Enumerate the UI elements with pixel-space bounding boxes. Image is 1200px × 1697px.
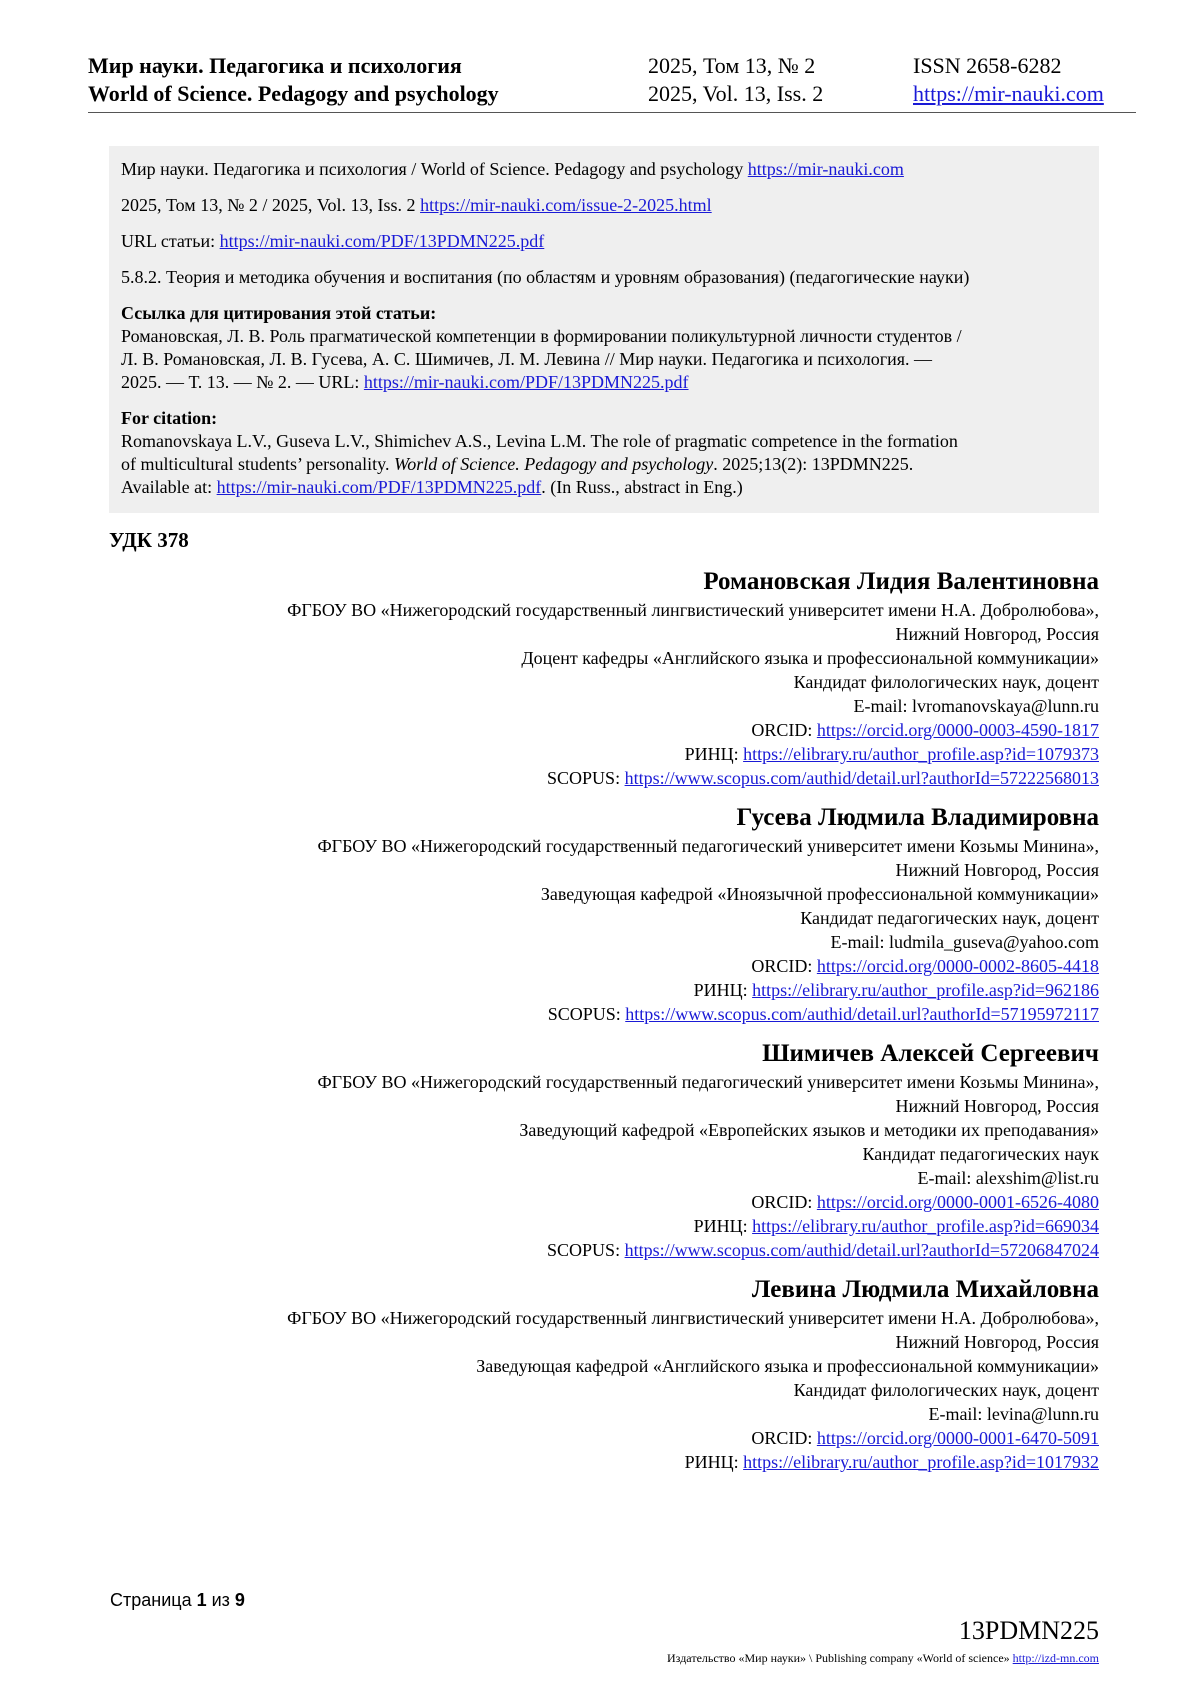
article-pdf-link[interactable]: https://mir-nauki.com/PDF/13PDMN225.pdf [219, 231, 545, 251]
citation-en: For citation: Romanovskaya L.V., Guseva L.V., Shimichev A.S., Levina L.M. The role of pragmatic competence in the formation of multicultural students’ personality. World of Science. Pedagogy and psychology. 2025;13(2): 13PDMN225. Available at: https://mir-nauki.com/PDF/13PDMN225.pdf. (In Russ., abstract in Eng.) [121, 408, 958, 497]
citation-en-heading: For citation: [121, 408, 218, 428]
citation-en-journal: World of Science. Pedagogy and psychology [393, 454, 714, 474]
rinc-link[interactable]: https://elibrary.ru/author_profile.asp?id=1017932 [743, 1452, 1099, 1472]
article-code: 13PDMN225 [958, 1616, 1099, 1645]
citation-ru-link[interactable]: https://mir-nauki.com/PDF/13PDMN225.pdf [363, 372, 689, 392]
total-pages: 9 [234, 1590, 245, 1610]
page-number: Страница 1 из 9 [110, 1590, 245, 1610]
rinc-link[interactable]: https://elibrary.ru/author_profile.asp?id=1079373 [743, 744, 1099, 764]
author-name: Романовская Лидия Валентиновна [703, 568, 1099, 595]
author-org: ФГБОУ ВО «Нижегородский государственный педагогический университет имени Козьмы Минина», [317, 836, 1099, 856]
author-block [109, 1038, 1099, 1262]
author-degree: Кандидат педагогических наук, доцент [800, 908, 1099, 928]
issue-en: 2025, Vol. 13, Iss. 2 [648, 81, 824, 106]
author-orcid: ORCID: https://orcid.org/0000-0002-8605-4418 [751, 956, 1099, 976]
author-email: E-mail: alexshim@list.ru [917, 1168, 1099, 1188]
author-city: Нижний Новгород, Россия [895, 1096, 1099, 1116]
author-rinc: РИНЦ: https://elibrary.ru/author_profile.asp?id=1017932 [684, 1452, 1099, 1472]
journal-line: Мир науки. Педагогика и психология / World of Science. Pedagogy and psychology https://mir-nauki.com [121, 159, 904, 179]
udk-code: УДК 378 [109, 528, 189, 552]
author-email: E-mail: ludmila_guseva@yahoo.com [830, 932, 1099, 952]
orcid-link[interactable]: https://orcid.org/0000-0001-6470-5091 [816, 1428, 1099, 1448]
orcid-link[interactable]: https://orcid.org/0000-0001-6526-4080 [816, 1192, 1099, 1212]
author-position: Заведующий кафедрой «Европейских языков и методики их преподавания» [519, 1120, 1099, 1140]
issue-link[interactable]: https://mir-nauki.com/issue-2-2025.html [420, 195, 712, 215]
orcid-link[interactable]: https://orcid.org/0000-0003-4590-1817 [816, 720, 1099, 740]
issue-ru: 2025, Том 13, № 2 [648, 53, 816, 78]
author-rinc: РИНЦ: https://elibrary.ru/author_profile.asp?id=1079373 [684, 744, 1099, 764]
article-info-box [109, 146, 1099, 513]
author-city: Нижний Новгород, Россия [895, 1332, 1099, 1352]
author-name: Шимичев Алексей Сергеевич [762, 1040, 1099, 1067]
journal-site-link[interactable]: https://mir-nauki.com [913, 81, 1104, 106]
author-position: Заведующая кафедрой «Иноязычной профессиональной коммуникации» [540, 884, 1099, 904]
authors-list [109, 566, 1099, 1486]
current-page: 1 [196, 1590, 207, 1610]
scopus-link[interactable]: https://www.scopus.com/authid/detail.url?authorId=57206847024 [624, 1240, 1099, 1260]
author-degree: Кандидат филологических наук, доцент [793, 672, 1099, 692]
journal-header [88, 52, 1138, 108]
author-org: ФГБОУ ВО «Нижегородский государственный лингвистический университет имени Н.А. Добролюбова», [287, 1308, 1099, 1328]
scopus-link[interactable]: https://www.scopus.com/authid/detail.url?authorId=57195972117 [625, 1004, 1099, 1024]
author-block [109, 566, 1099, 790]
author-name: Гусева Людмила Владимировна [736, 804, 1099, 831]
author-orcid: ORCID: https://orcid.org/0000-0001-6526-4080 [751, 1192, 1099, 1212]
author-org: ФГБОУ ВО «Нижегородский государственный педагогический университет имени Козьмы Минина», [317, 1072, 1099, 1092]
author-rinc: РИНЦ: https://elibrary.ru/author_profile.asp?id=669034 [693, 1216, 1099, 1236]
issn: ISSN 2658-6282 [913, 53, 1062, 78]
author-block [109, 802, 1099, 1026]
journal-link[interactable]: https://mir-nauki.com [747, 159, 904, 179]
author-city: Нижний Новгород, Россия [895, 860, 1099, 880]
citation-ru: Ссылка для цитирования этой статьи: Романовская, Л. В. Роль прагматической компетенции в формировании поликультурной личности студентов / Л. В. Романовская, Л. В. Гусева, А. С. Шимичев, Л. М. Левина // Мир науки. Педагогика и психология. — 2025. — Т. 13. — № 2. — URL: https://mir-nauki.com/PDF/13PDMN225.pdf [121, 303, 962, 392]
author-email: E-mail: lvromanovskaya@lunn.ru [853, 696, 1099, 716]
specialty-line: 5.8.2. Теория и методика обучения и воспитания (по областям и уровням образования) (педагогические науки) [121, 267, 970, 287]
author-name: Левина Людмила Михайловна [751, 1276, 1099, 1303]
rinc-link[interactable]: https://elibrary.ru/author_profile.asp?id=669034 [752, 1216, 1099, 1236]
author-org: ФГБОУ ВО «Нижегородский государственный лингвистический университет имени Н.А. Добролюбова», [287, 600, 1099, 620]
author-position: Заведующая кафедрой «Английского языка и профессиональной коммуникации» [476, 1356, 1099, 1376]
article-url-line: URL статьи: https://mir-nauki.com/PDF/13PDMN225.pdf [121, 231, 545, 251]
rinc-link[interactable]: https://elibrary.ru/author_profile.asp?id=962186 [752, 980, 1099, 1000]
author-orcid: ORCID: https://orcid.org/0000-0001-6470-5091 [751, 1428, 1099, 1448]
author-scopus: SCOPUS: https://www.scopus.com/authid/detail.url?authorId=57195972117 [547, 1004, 1099, 1024]
author-block [109, 1274, 1099, 1474]
citation-ru-heading: Ссылка для цитирования этой статьи: [121, 303, 437, 323]
orcid-link[interactable]: https://orcid.org/0000-0002-8605-4418 [816, 956, 1099, 976]
author-position: Доцент кафедры «Английского языка и профессиональной коммуникации» [521, 648, 1099, 668]
author-degree: Кандидат педагогических наук [862, 1144, 1099, 1164]
author-scopus: SCOPUS: https://www.scopus.com/authid/detail.url?authorId=57222568013 [547, 768, 1099, 788]
author-scopus: SCOPUS: https://www.scopus.com/authid/detail.url?authorId=57206847024 [547, 1240, 1099, 1260]
issue-line: 2025, Том 13, № 2 / 2025, Vol. 13, Iss. 2 https://mir-nauki.com/issue-2-2025.html [121, 195, 712, 215]
citation-en-link[interactable]: https://mir-nauki.com/PDF/13PDMN225.pdf [216, 477, 542, 497]
journal-title-ru: Мир науки. Педагогика и психология [88, 53, 462, 78]
journal-title-en: World of Science. Pedagogy and psychology [88, 81, 499, 106]
publisher-line: Издательство «Мир науки» \ Publishing company «World of science» http://izd-mn.com [667, 1651, 1099, 1665]
publisher-link[interactable]: http://izd-mn.com [1012, 1651, 1099, 1665]
author-rinc: РИНЦ: https://elibrary.ru/author_profile.asp?id=962186 [693, 980, 1099, 1000]
author-degree: Кандидат филологических наук, доцент [793, 1380, 1099, 1400]
author-orcid: ORCID: https://orcid.org/0000-0003-4590-1817 [751, 720, 1099, 740]
scopus-link[interactable]: https://www.scopus.com/authid/detail.url?authorId=57222568013 [624, 768, 1099, 788]
author-email: E-mail: levina@lunn.ru [928, 1404, 1099, 1424]
header-divider [88, 112, 1136, 113]
author-city: Нижний Новгород, Россия [895, 624, 1099, 644]
